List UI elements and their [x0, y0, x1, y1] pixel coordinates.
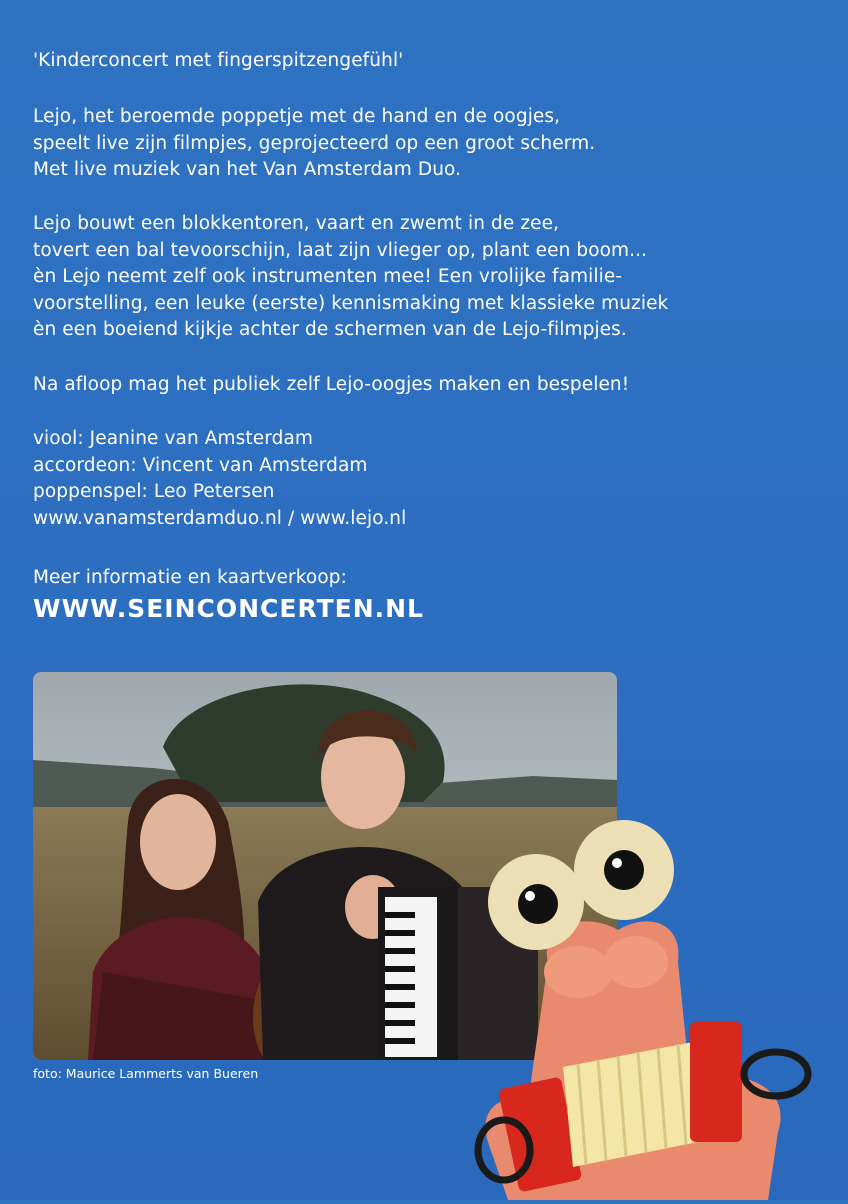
paragraph-line: speelt live zijn filmpjes, geprojecteerd op een groot scherm.	[33, 132, 596, 154]
paragraph-line: Lejo, het beroemde poppetje met de hand en de oogjes,	[33, 106, 561, 127]
credits-list	[33, 426, 823, 532]
paragraph-line: Lejo bouwt een blokkentoren, vaart en zwemt in de zee,	[33, 213, 560, 234]
paragraph-line: èn Lejo neemt zelf ook instrumenten mee! Een vrolijke familie-	[33, 266, 623, 287]
intro-heading: 'Kinderconcert met fingerspitzengefühl'	[33, 50, 404, 71]
description-paragraph-3: Na afloop mag het publiek zelf Lejo-oogjes maken en bespelen!	[33, 374, 630, 395]
more-info-label: Meer informatie en kaartverkoop:	[33, 567, 347, 588]
description-paragraph-1	[33, 104, 823, 184]
photo-caption: foto: Maurice Lammerts van Bueren	[33, 1066, 259, 1081]
credit-websites[interactable]: www.vanamsterdamduo.nl / www.lejo.nl	[33, 507, 407, 529]
paragraph-line: voorstelling, een leuke (eerste) kennismaking met klassieke muziek	[33, 292, 669, 314]
credit-puppetry: poppenspel: Leo Petersen	[33, 481, 275, 502]
paragraph-line: Met live muziek van het Van Amsterdam Duo.	[33, 159, 462, 180]
paragraph-line: tovert een bal tevoorschijn, laat zijn vlieger op, plant een boom...	[33, 239, 648, 261]
credit-accordion: accordeon: Vincent van Amsterdam	[33, 454, 368, 476]
paragraph-line: èn een boeiend kijkje achter de schermen van de Lejo-filmpjes.	[33, 319, 627, 340]
more-info-url[interactable]: WWW.SEINCONCERTEN.NL	[33, 594, 424, 623]
credit-violin: viool: Jeanine van Amsterdam	[33, 428, 314, 449]
description-paragraph-2	[33, 211, 823, 344]
lejo-puppet-image	[468, 812, 848, 1200]
